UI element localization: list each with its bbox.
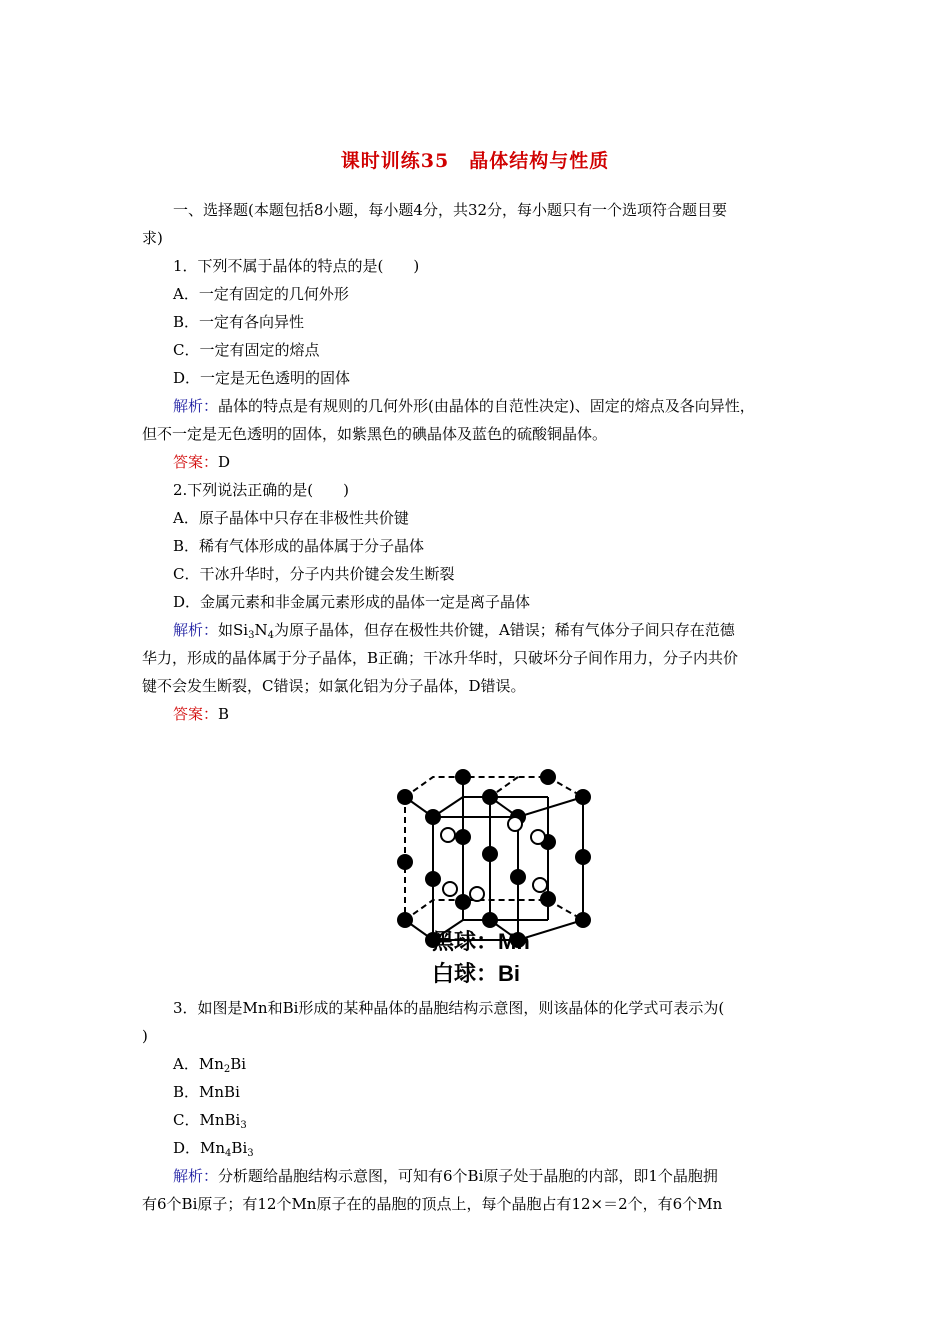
q1-option-a: A．一定有固定的几何外形 xyxy=(173,285,349,303)
q2-answer xyxy=(173,704,229,724)
q3-analysis-label: 解析： xyxy=(173,1167,219,1185)
q3-option-a xyxy=(173,1054,246,1074)
mn-atom xyxy=(575,912,591,928)
mn-atom xyxy=(575,789,591,805)
mn-atom xyxy=(455,894,471,910)
q2-option-c: C．干冰升华时，分子内共价键会发生断裂 xyxy=(173,565,455,583)
q1-analysis-label: 解析： xyxy=(173,397,219,415)
q3-option-d-sub2: 3 xyxy=(247,1148,254,1159)
q3-option-b xyxy=(173,1082,240,1102)
legend-white: 白球：Bi xyxy=(432,961,521,986)
q3-option-c xyxy=(173,1110,247,1130)
section-heading-line2: 求) xyxy=(142,229,163,247)
q3-option-a-pre: A．Mn xyxy=(173,1055,224,1073)
q3-option-a-sub: 2 xyxy=(223,1064,231,1075)
q2-answer-label: 答案： xyxy=(173,705,219,723)
q2-analysis-sub1: 3 xyxy=(248,630,255,641)
q2-option-b: B．稀有气体形成的晶体属于分子晶体 xyxy=(173,537,425,555)
bi-atom xyxy=(470,887,484,901)
mn-atom xyxy=(425,809,441,825)
q2-answer-value: B xyxy=(218,705,230,723)
section-heading-line1: 一、选择题(本题包括8小题，每小题4分，共32分，每小题只有一个选项符合题目要 xyxy=(173,201,728,219)
q3-option-c-pre: C．MnBi xyxy=(173,1111,241,1129)
mn-atom xyxy=(540,769,556,785)
q1-answer-label: 答案： xyxy=(173,453,219,471)
q2-analysis-pre: 如Si xyxy=(218,621,249,639)
q2-analysis-line1 xyxy=(173,620,735,640)
mn-atom xyxy=(540,891,556,907)
q2-analysis-mid: N xyxy=(254,621,268,639)
q1-analysis-line1 xyxy=(173,396,755,416)
q1-option-d: D．一定是无色透明的固体 xyxy=(173,369,351,387)
q3-option-c-sub: 3 xyxy=(240,1120,247,1131)
legend-black: 黑球：Mn xyxy=(432,929,530,954)
q2-analysis-line3: 键不会发生断裂，C错误；如氯化铝为分子晶体，D错误。 xyxy=(142,677,526,695)
q2-analysis-label: 解析： xyxy=(173,621,219,639)
mn-atom xyxy=(397,854,413,870)
q1-answer-value: D xyxy=(218,453,231,471)
bi-atom xyxy=(533,878,547,892)
q3-stem-line2: ) xyxy=(142,1027,148,1045)
q3-option-d-sub: 4 xyxy=(225,1148,232,1159)
q2-analysis-line2: 华力，形成的晶体属于分子晶体，B正确；干冰升华时，只破坏分子间作用力，分子内共价 xyxy=(142,649,739,667)
q1-analysis-text1: 晶体的特点是有规则的几何外形(由晶体的自范性决定)、固定的熔点及各向异性， xyxy=(218,397,755,415)
q2-option-d: D．金属元素和非金属元素形成的晶体一定是离子晶体 xyxy=(173,593,531,611)
q1-option-c: C．一定有固定的熔点 xyxy=(173,341,320,359)
q2-analysis-sub2: 4 xyxy=(267,630,274,641)
q3-analysis-line1 xyxy=(173,1166,718,1186)
mn-atom xyxy=(575,849,591,865)
bi-atom xyxy=(443,882,457,896)
bi-atom xyxy=(531,830,545,844)
q3-option-d-pre: D．Mn xyxy=(173,1139,226,1157)
page-title: 课时训练35 晶体结构与性质 xyxy=(340,150,610,172)
mn-atom xyxy=(397,912,413,928)
bi-atom xyxy=(508,817,522,831)
q3-option-a-post: Bi xyxy=(230,1055,247,1073)
mn-atom xyxy=(455,829,471,845)
q3-stem-line1: 3．如图是Mn和Bi形成的某种晶体的晶胞结构示意图，则该晶体的化学式可表示为( xyxy=(173,999,725,1017)
q1-option-b: B．一定有各向异性 xyxy=(173,313,305,331)
mn-atom xyxy=(455,769,471,785)
q2-option-a: A．原子晶体中只存在非极性共价键 xyxy=(173,509,409,527)
mn-atom xyxy=(425,871,441,887)
q3-option-b-pre: B．MnBi xyxy=(173,1083,240,1101)
q3-option-d-post: Bi xyxy=(231,1139,248,1157)
q1-stem: 1．下列不属于晶体的特点的是( ) xyxy=(173,257,420,275)
q1-answer xyxy=(173,452,230,472)
q3-analysis-line2: 有6个Bi原子；有12个Mn原子在的晶胞的顶点上，每个晶胞占有12×＝2个，有6个Mn xyxy=(142,1195,723,1213)
mn-atom xyxy=(482,789,498,805)
q3-analysis-text1: 分析题给晶胞结构示意图，可知有6个Bi原子处于晶胞的内部，即1个晶胞拥 xyxy=(218,1167,718,1185)
q3-option-d xyxy=(173,1138,254,1158)
mn-atom xyxy=(397,789,413,805)
bi-atom xyxy=(441,828,455,842)
q2-stem: 2.下列说法正确的是( ) xyxy=(173,481,350,499)
mn-atom xyxy=(510,869,526,885)
q1-analysis-line2: 但不一定是无色透明的固体，如紫黑色的碘晶体及蓝色的硫酸铜晶体。 xyxy=(142,425,608,443)
q2-analysis-post: 为原子晶体，但存在极性共价键，A错误；稀有气体分子间只存在范德 xyxy=(273,621,735,639)
mn-atom xyxy=(482,846,498,862)
